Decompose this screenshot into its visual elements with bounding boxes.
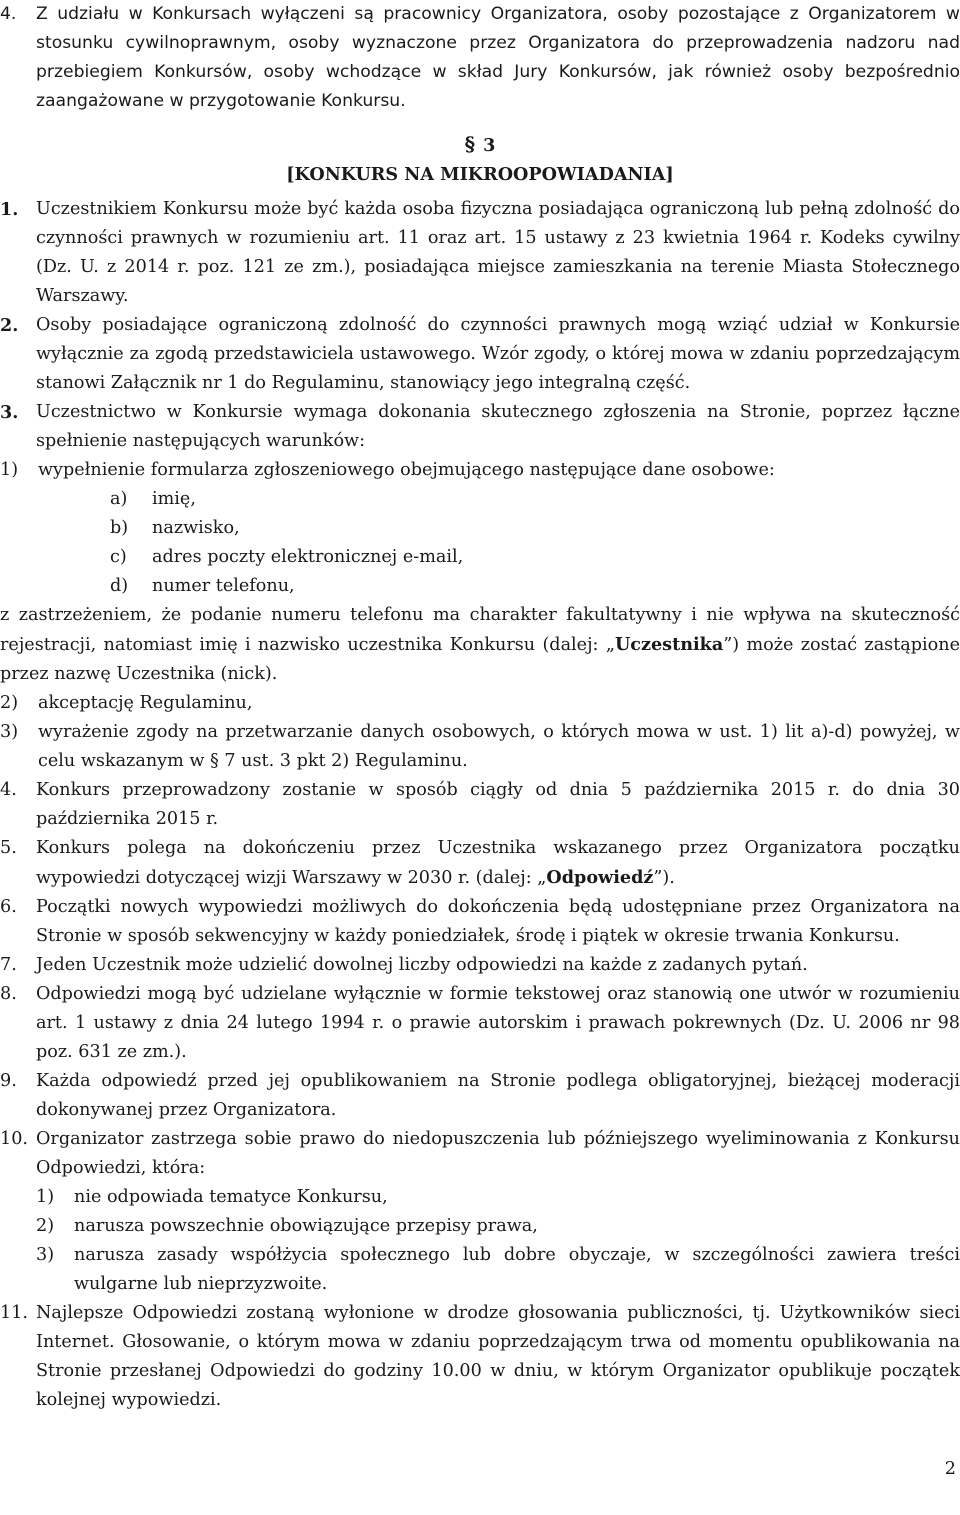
letter-label: d) xyxy=(110,576,129,596)
item-number: 9. xyxy=(0,1071,17,1091)
list-item-2 xyxy=(0,311,960,398)
section-heading xyxy=(0,130,960,160)
section-number: 3 xyxy=(483,135,496,156)
item-number: 3. xyxy=(0,402,19,423)
list-item-8 xyxy=(0,980,960,1067)
list-item-11 xyxy=(0,1299,960,1415)
item-number: 6. xyxy=(0,897,17,917)
sub-item-text: nie odpowiada tematyce Konkursu, xyxy=(74,1187,388,1207)
item-text: Uczestnictwo w Konkursie wymaga dokonania skutecznego zgłoszenia na Stronie, poprzez łączne spełnienie następujących warunków: xyxy=(36,402,960,451)
sub-item-d xyxy=(110,572,960,601)
list-item-1 xyxy=(0,195,960,311)
list-item-10 xyxy=(0,1125,960,1183)
letter-text: adres poczty elektronicznej e-mail, xyxy=(152,547,464,567)
sub-item-3-2 xyxy=(0,689,960,718)
item-text: Początki nowych wypowiedzi możliwych do dokończenia będą udostępniane przez Organizatora na Stronie w sposób sekwencyjny w każdy poniedziałek, środę i piątek w okresie trwania Konkursu. xyxy=(36,897,960,946)
sub-item-c xyxy=(110,543,960,572)
note-text: z zastrzeżeniem, że podanie numeru telefonu ma charakter fakultatywny i nie wpływa na skuteczność rejestracji, natomiast imię i nazwisko uczestnika Konkursu (dalej: „ xyxy=(0,605,960,655)
letter-label: c) xyxy=(110,547,127,567)
sub-item-text: wyrażenie zgody na przetwarzanie danych osobowych, o których mowa w ust. 1) lit a)-d) powyżej, w celu wskazanym w § 7 ust. 3 pkt 2) Regulaminu. xyxy=(38,722,960,771)
reservation-note xyxy=(0,601,960,689)
item-text-part: ”). xyxy=(653,868,675,888)
item-text: Konkurs przeprowadzony zostanie w sposób ciągły od dnia 5 października 2015 r. do dnia 30 października 2015 r. xyxy=(36,780,960,829)
list-item-3 xyxy=(0,398,960,456)
letter-label: a) xyxy=(110,489,128,509)
item-text: Każda odpowiedź przed jej opublikowaniem na Stronie podlega obligatoryjnej, bieżącej moderacji dokonywanej przez Organizatora. xyxy=(36,1071,960,1120)
item-number: 7. xyxy=(0,955,17,975)
note-text: ”) może zostać zastąpione przez nazwę Uczestnika (nick). xyxy=(0,635,960,684)
sub-item-number: 1) xyxy=(0,460,19,480)
sub-item-b xyxy=(110,514,960,543)
item-number: 1. xyxy=(0,199,19,220)
section-symbol: § xyxy=(464,132,476,156)
defined-term: Odpowiedź xyxy=(546,867,654,888)
sub-item-3-1 xyxy=(0,456,960,485)
list-item-5 xyxy=(0,834,960,893)
letter-text: nazwisko, xyxy=(152,518,240,538)
sub-item-number: 3) xyxy=(36,1245,55,1265)
sub-item-10-3 xyxy=(36,1241,960,1299)
item-number: 2. xyxy=(0,315,19,336)
sub-item-number: 3) xyxy=(0,722,19,742)
item-text: Uczestnikiem Konkursu może być każda osoba fizyczna posiadająca ograniczoną lub pełną zdolność do czynności prawnych w rozumieniu art. 11 oraz art. 15 ustawy z 23 kwietnia 1964 r. Kodeks cywilny (Dz. U. z 2014 r. poz. 121 ze zm.), posiadająca miejsce zamieszkania na terenie Miasta Stołecznego Warszawy. xyxy=(36,199,960,306)
section-title: [KONKURS NA MIKROOPOWIADANIA] xyxy=(286,164,674,185)
item-number: 8. xyxy=(0,984,17,1004)
item-text: Odpowiedzi mogą być udzielane wyłącznie w formie tekstowej oraz stanowią one utwór w rozumieniu art. 1 ustawy z dnia 24 lutego 1994 r. o prawie autorskim i prawach pokrewnych (Dz. U. 2006 nr 98 poz. 631 ze zm.). xyxy=(36,984,960,1062)
item-number: 5. xyxy=(0,838,17,858)
sub-item-3-3 xyxy=(0,718,960,776)
page-number: 2 xyxy=(944,1459,956,1479)
item-text: Organizator zastrzega sobie prawo do niedopuszczenia lub późniejszego wyeliminowania z Konkursu Odpowiedzi, która: xyxy=(36,1129,960,1178)
sub-item-text: akceptację Regulaminu, xyxy=(38,693,253,713)
list-item-4 xyxy=(0,776,960,834)
paragraph-text: Z udziału w Konkursach wyłączeni są pracownicy Organizatora, osoby pozostające z Organizatorem w stosunku cywilnoprawnym, osoby wyznaczone przez Organizatora do przeprowadzenia nadzoru nad przebiegiem Konkursów, osoby wchodzące w skład Jury Konkursów, jak również osoby bezpośrednio zaangażowane w przygotowanie Konkursu. xyxy=(36,4,960,111)
sub-item-a xyxy=(110,485,960,514)
sub-item-text: narusza zasady współżycia społecznego lub dobre obyczaje, w szczególności zawiera treści wulgarne lub nieprzyzwoite. xyxy=(74,1245,960,1294)
item-text: Jeden Uczestnik może udzielić dowolnej liczby odpowiedzi na każde z zadanych pytań. xyxy=(36,955,808,975)
letter-text: numer telefonu, xyxy=(152,576,295,596)
letter-text: imię, xyxy=(152,489,196,509)
item-number: 10. xyxy=(0,1129,28,1149)
item-text: Osoby posiadające ograniczoną zdolność do czynności prawnych mogą wziąć udział w Konkursie wyłącznie za zgodą przedstawiciela ustawowego. Wzór zgody, o której mowa w zdaniu poprzedzającym stanowi Załącznik nr 1 do Regulaminu, stanowiący jego integralną część. xyxy=(36,315,960,393)
list-item-7 xyxy=(0,951,960,980)
sub-item-number: 1) xyxy=(36,1187,55,1207)
sub-item-number: 2) xyxy=(36,1216,55,1236)
sub-item-text: wypełnienie formularza zgłoszeniowego obejmującego następujące dane osobowe: xyxy=(38,460,775,480)
sub-item-number: 2) xyxy=(0,693,19,713)
letter-label: b) xyxy=(110,518,129,538)
item-text: Najlepsze Odpowiedzi zostaną wyłonione w drodze głosowania publiczności, tj. Użytkowników sieci Internet. Głosowanie, o którym mowa w zdaniu poprzedzającym trwa od momentu opublikowania na Stronie przesłanej Odpowiedzi do godziny 10.00 w dniu, w którym Organizator opublikuje początek kolejnej wypowiedzi. xyxy=(36,1303,960,1410)
list-item-6 xyxy=(0,893,960,951)
defined-term: Uczestnika xyxy=(614,634,724,655)
sub-item-10-2 xyxy=(36,1212,960,1241)
paragraph-4 xyxy=(0,0,960,116)
sub-item-10-1 xyxy=(36,1183,960,1212)
item-number: 4. xyxy=(0,780,17,800)
item-text xyxy=(36,834,960,893)
item-number: 11. xyxy=(0,1303,28,1323)
sub-item-text: narusza powszechnie obowiązujące przepisy prawa, xyxy=(74,1216,538,1236)
item-text-part: Konkurs polega na dokończeniu przez Uczestnika wskazanego przez Organizatora początku wypowiedzi dotyczącej wizji Warszawy w 2030 r. (dalej: „ xyxy=(36,838,960,888)
paragraph-number: 4. xyxy=(0,4,17,24)
list-item-9 xyxy=(0,1067,960,1125)
